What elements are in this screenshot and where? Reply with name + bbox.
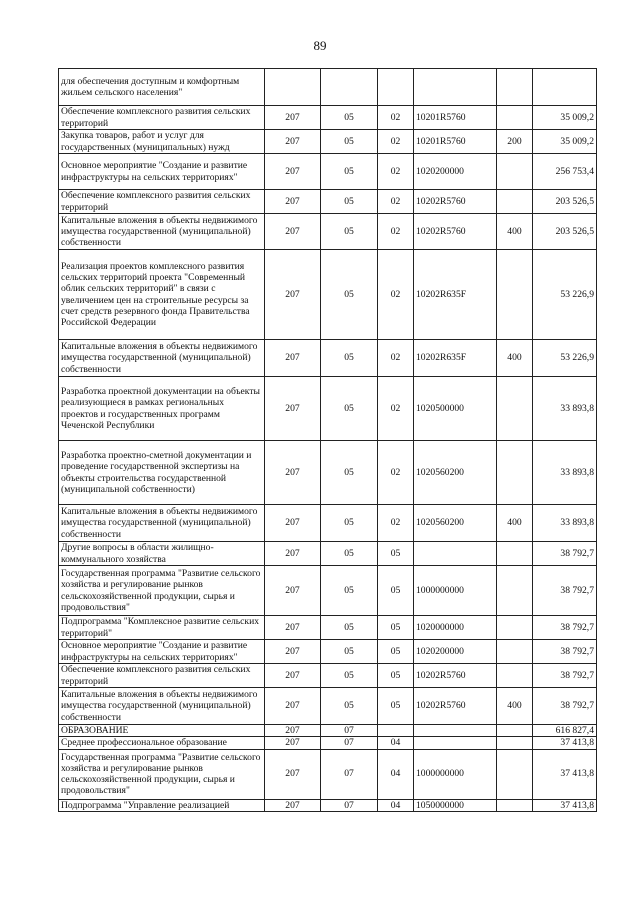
- subsection-code-cell: 04: [378, 749, 414, 799]
- row-name-cell: Другие вопросы в области жилищно-коммунального хозяйства: [59, 542, 265, 566]
- table-row: [59, 340, 597, 377]
- table-row: [59, 106, 597, 130]
- table-row: [59, 154, 597, 190]
- subsection-code-cell: 05: [378, 566, 414, 616]
- expense-type-cell: [497, 566, 533, 616]
- expense-type-cell: [497, 640, 533, 664]
- section-code-cell: 05: [321, 640, 378, 664]
- department-code-cell: 207: [265, 749, 321, 799]
- amount-cell: 38 792,7: [533, 616, 597, 640]
- department-code-cell: 207: [265, 640, 321, 664]
- row-name-cell: Государственная программа "Развитие сельского хозяйства и регулирование рынков сельскохозяйственной продукции, сырья и продовольствия": [59, 749, 265, 799]
- department-code-cell: 207: [265, 214, 321, 250]
- table-row: [59, 640, 597, 664]
- department-code-cell: 207: [265, 106, 321, 130]
- section-code-cell: 05: [321, 106, 378, 130]
- department-code-cell: 207: [265, 737, 321, 749]
- row-name-cell: Государственная программа "Развитие сельского хозяйства и регулирование рынков сельскохозяйственной продукции, сырья и продовольствия": [59, 566, 265, 616]
- row-name-cell: Капитальные вложения в объекты недвижимого имущества государственной (муниципальной) собственности: [59, 214, 265, 250]
- department-code-cell: 207: [265, 725, 321, 737]
- department-code-cell: 207: [265, 130, 321, 154]
- expense-type-cell: [497, 664, 533, 688]
- table-row: [59, 737, 597, 749]
- section-code-cell: 07: [321, 799, 378, 811]
- subsection-code-cell: 02: [378, 250, 414, 340]
- department-code-cell: 207: [265, 616, 321, 640]
- table-row: [59, 130, 597, 154]
- section-code-cell: 05: [321, 154, 378, 190]
- expense-type-cell: [497, 69, 533, 106]
- row-name-cell: Подпрограмма "Комплексное развитие сельских территорий": [59, 616, 265, 640]
- subsection-code-cell: 02: [378, 106, 414, 130]
- amount-cell: 53 226,9: [533, 250, 597, 340]
- table-row: [59, 542, 597, 566]
- target-article-cell: 10201R5760: [414, 106, 497, 130]
- section-code-cell: 05: [321, 441, 378, 505]
- amount-cell: 38 792,7: [533, 640, 597, 664]
- amount-cell: 53 226,9: [533, 340, 597, 377]
- department-code-cell: 207: [265, 688, 321, 725]
- department-code-cell: 207: [265, 505, 321, 542]
- expense-type-cell: 200: [497, 130, 533, 154]
- section-code-cell: 05: [321, 616, 378, 640]
- target-article-cell: 1020500000: [414, 377, 497, 441]
- section-code-cell: 05: [321, 542, 378, 566]
- section-code-cell: 05: [321, 130, 378, 154]
- target-article-cell: 10202R5760: [414, 214, 497, 250]
- amount-cell: 33 893,8: [533, 441, 597, 505]
- expense-type-cell: [497, 737, 533, 749]
- target-article-cell: [414, 737, 497, 749]
- department-code-cell: 207: [265, 441, 321, 505]
- expense-type-cell: [497, 250, 533, 340]
- expense-type-cell: [497, 616, 533, 640]
- expense-type-cell: 400: [497, 214, 533, 250]
- department-code-cell: 207: [265, 190, 321, 214]
- target-article-cell: 10202R5760: [414, 664, 497, 688]
- row-name-cell: Основное мероприятие "Создание и развитие инфраструктуры на сельских территориях": [59, 154, 265, 190]
- section-code-cell: [321, 69, 378, 106]
- amount-cell: 33 893,8: [533, 377, 597, 441]
- table-row: [59, 799, 597, 811]
- subsection-code-cell: 05: [378, 616, 414, 640]
- amount-cell: 37 413,8: [533, 799, 597, 811]
- target-article-cell: 10202R635F: [414, 250, 497, 340]
- target-article-cell: 1020560200: [414, 441, 497, 505]
- section-code-cell: 05: [321, 377, 378, 441]
- amount-cell: 37 413,8: [533, 749, 597, 799]
- target-article-cell: 1000000000: [414, 566, 497, 616]
- expense-type-cell: 400: [497, 340, 533, 377]
- row-name-cell: Обеспечение комплексного развития сельских территорий: [59, 190, 265, 214]
- section-code-cell: 05: [321, 190, 378, 214]
- target-article-cell: 1000000000: [414, 749, 497, 799]
- amount-cell: 33 893,8: [533, 505, 597, 542]
- section-code-cell: 05: [321, 340, 378, 377]
- amount-cell: 37 413,8: [533, 737, 597, 749]
- row-name-cell: Капитальные вложения в объекты недвижимого имущества государственной (муниципальной) собственности: [59, 688, 265, 725]
- subsection-code-cell: 02: [378, 505, 414, 542]
- table-row: [59, 664, 597, 688]
- subsection-code-cell: [378, 69, 414, 106]
- subsection-code-cell: 02: [378, 190, 414, 214]
- amount-cell: 203 526,5: [533, 214, 597, 250]
- amount-cell: 38 792,7: [533, 542, 597, 566]
- target-article-cell: [414, 542, 497, 566]
- subsection-code-cell: 05: [378, 688, 414, 725]
- table-row: [59, 190, 597, 214]
- subsection-code-cell: [378, 725, 414, 737]
- target-article-cell: 10201R5760: [414, 130, 497, 154]
- expense-type-cell: [497, 377, 533, 441]
- target-article-cell: 1020000000: [414, 616, 497, 640]
- section-code-cell: 07: [321, 737, 378, 749]
- section-code-cell: 05: [321, 664, 378, 688]
- row-name-cell: Реализация проектов комплексного развития сельских территорий проекта "Современный облик сельских территорий" в связи с увеличением цен на строительные ресурсы за счет средств резервного фонда Правительства Российской Федерации: [59, 250, 265, 340]
- table-row: [59, 616, 597, 640]
- row-name-cell: ОБРАЗОВАНИЕ: [59, 725, 265, 737]
- target-article-cell: 1020200000: [414, 640, 497, 664]
- table-row: [59, 566, 597, 616]
- amount-cell: 38 792,7: [533, 688, 597, 725]
- subsection-code-cell: 02: [378, 340, 414, 377]
- amount-cell: 203 526,5: [533, 190, 597, 214]
- table-row: [59, 441, 597, 505]
- subsection-code-cell: 05: [378, 640, 414, 664]
- target-article-cell: 10202R5760: [414, 688, 497, 725]
- target-article-cell: 1020560200: [414, 505, 497, 542]
- table-row: [59, 250, 597, 340]
- target-article-cell: [414, 69, 497, 106]
- department-code-cell: [265, 69, 321, 106]
- table-row: [59, 725, 597, 737]
- row-name-cell: Капитальные вложения в объекты недвижимого имущества государственной (муниципальной) собственности: [59, 505, 265, 542]
- target-article-cell: 1020200000: [414, 154, 497, 190]
- department-code-cell: 207: [265, 340, 321, 377]
- section-code-cell: 05: [321, 250, 378, 340]
- row-name-cell: Подпрограмма "Управление реализацией: [59, 799, 265, 811]
- section-code-cell: 05: [321, 505, 378, 542]
- amount-cell: 35 009,2: [533, 130, 597, 154]
- page-number: 89: [313, 38, 327, 53]
- section-code-cell: 07: [321, 749, 378, 799]
- row-name-cell: Разработка проектно-сметной документации и проведение государственной экспертизы на объекты строительства государственной (муниципальной собственности): [59, 441, 265, 505]
- amount-cell: 616 827,4: [533, 725, 597, 737]
- department-code-cell: 207: [265, 250, 321, 340]
- amount-cell: 256 753,4: [533, 154, 597, 190]
- row-name-cell: Основное мероприятие "Создание и развитие инфраструктуры на сельских территориях": [59, 640, 265, 664]
- expense-type-cell: [497, 749, 533, 799]
- expense-type-cell: 400: [497, 505, 533, 542]
- expense-type-cell: [497, 542, 533, 566]
- subsection-code-cell: 04: [378, 737, 414, 749]
- expense-type-cell: [497, 154, 533, 190]
- table-row: [59, 688, 597, 725]
- expense-type-cell: 400: [497, 688, 533, 725]
- target-article-cell: 1050000000: [414, 799, 497, 811]
- department-code-cell: 207: [265, 664, 321, 688]
- table-row: [59, 749, 597, 799]
- row-name-cell: Закупка товаров, работ и услуг для государственных (муниципальных) нужд: [59, 130, 265, 154]
- row-name-cell: для обеспечения доступным и комфортным жильем сельского населения": [59, 69, 265, 106]
- expense-type-cell: [497, 799, 533, 811]
- row-name-cell: Капитальные вложения в объекты недвижимого имущества государственной (муниципальной) собственности: [59, 340, 265, 377]
- budget-table-body: [59, 69, 597, 812]
- expense-type-cell: [497, 106, 533, 130]
- expense-type-cell: [497, 725, 533, 737]
- expense-type-cell: [497, 441, 533, 505]
- department-code-cell: 207: [265, 542, 321, 566]
- amount-cell: [533, 69, 597, 106]
- department-code-cell: 207: [265, 377, 321, 441]
- table-row: [59, 505, 597, 542]
- section-code-cell: 07: [321, 725, 378, 737]
- section-code-cell: 05: [321, 688, 378, 725]
- row-name-cell: Среднее профессиональное образование: [59, 737, 265, 749]
- department-code-cell: 207: [265, 154, 321, 190]
- table-row: [59, 377, 597, 441]
- table-row: [59, 69, 597, 106]
- expense-type-cell: [497, 190, 533, 214]
- budget-table: [58, 68, 597, 812]
- target-article-cell: 10202R5760: [414, 190, 497, 214]
- target-article-cell: 10202R635F: [414, 340, 497, 377]
- subsection-code-cell: 02: [378, 130, 414, 154]
- subsection-code-cell: 05: [378, 542, 414, 566]
- subsection-code-cell: 05: [378, 664, 414, 688]
- subsection-code-cell: 02: [378, 441, 414, 505]
- row-name-cell: Обеспечение комплексного развития сельских территорий: [59, 664, 265, 688]
- department-code-cell: 207: [265, 799, 321, 811]
- section-code-cell: 05: [321, 566, 378, 616]
- row-name-cell: Разработка проектной документации на объекты реализующиеся в рамках региональных проектов и государственных программ Чеченской Республики: [59, 377, 265, 441]
- subsection-code-cell: 02: [378, 154, 414, 190]
- table-row: [59, 214, 597, 250]
- amount-cell: 38 792,7: [533, 566, 597, 616]
- subsection-code-cell: 02: [378, 377, 414, 441]
- section-code-cell: 05: [321, 214, 378, 250]
- amount-cell: 38 792,7: [533, 664, 597, 688]
- subsection-code-cell: 02: [378, 214, 414, 250]
- department-code-cell: 207: [265, 566, 321, 616]
- row-name-cell: Обеспечение комплексного развития сельских территорий: [59, 106, 265, 130]
- target-article-cell: [414, 725, 497, 737]
- subsection-code-cell: 04: [378, 799, 414, 811]
- amount-cell: 35 009,2: [533, 106, 597, 130]
